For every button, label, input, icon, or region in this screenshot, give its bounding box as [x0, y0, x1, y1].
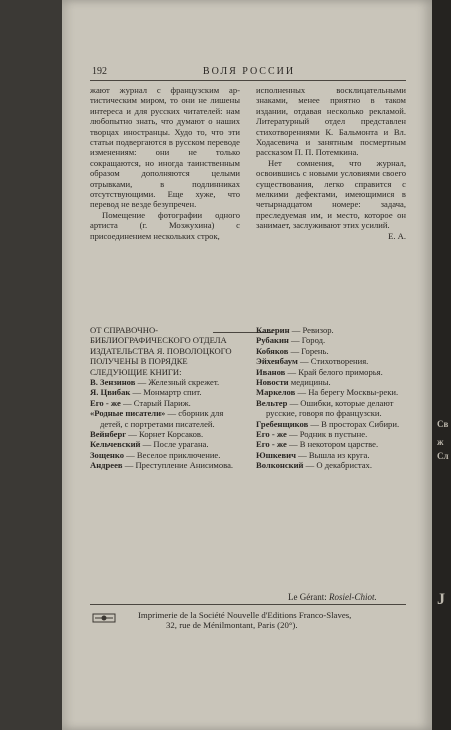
- book-title: — Вышла из круга.: [298, 449, 370, 460]
- book-title: — Железный скрежет.: [137, 377, 220, 387]
- edge-mark-3: Сл: [437, 451, 449, 461]
- book-title: — Город.: [291, 335, 326, 346]
- book-title: — Родник в пустыне.: [288, 429, 368, 440]
- book-entry: [256, 450, 406, 460]
- review-paragraph: Нет сомнения, что журнал, освоившись с новыми условиями своего существования, легко справится с мелкими дефектами, имеющимися в четырнадцатом номере: задача, преследуемая им, и место, которое он занимает, заслуживают этих усилий.: [256, 157, 406, 231]
- printer-emblem-icon: [92, 610, 116, 626]
- book-title: — Край белого приморья.: [287, 366, 383, 377]
- page-number: 192: [92, 66, 107, 77]
- book-entry: [90, 460, 240, 470]
- book-entry: [256, 335, 406, 345]
- book-title: — В некотором царстве.: [288, 439, 379, 450]
- book-author: Каверин: [256, 325, 290, 335]
- review-paragraph: жают журнал с французским ар-тистическим миром, то они не лишены интереса и для русских читателей: нам любопытно знать, что думают о наших творцах иностранцы. Худо то, что эти статьи подвергаются в русском переводе изменениям: они не только сокращаются, но иногда таинственным образом дополняются целыми отрывками, в подлинниках отсутствующими. Еще хуже, что перевод не везде безупречен.: [90, 85, 240, 210]
- book-author: Его - же: [90, 397, 121, 408]
- book-entry: [90, 439, 240, 449]
- journal-title: ВОЛЯ РОССИИ: [202, 66, 296, 77]
- footer-rule: [90, 604, 406, 605]
- books-list-left: [90, 377, 240, 471]
- book-title: — После урагана.: [142, 439, 209, 450]
- book-title: — Корнет Корсаков.: [128, 429, 204, 440]
- review-paragraph: исполненных восклицательными знаками, менее приятно в таком издании, отдавая несколько рекламой. Литературный отдел представлен стихотворениями К. Бальмонта и Вл. Ходасевича и занятным посмертным рассказом П. П. Потемкина.: [256, 85, 406, 158]
- review-left-column: [90, 85, 240, 241]
- book-entry: [256, 346, 406, 356]
- edge-mark-4: J: [437, 591, 445, 608]
- book-author: Рубакин: [256, 335, 289, 346]
- gerant-line: [288, 592, 377, 602]
- book-author: Его - же: [256, 439, 287, 450]
- book-title: — Монмартр спит.: [132, 387, 202, 398]
- book-author: Новости: [256, 377, 289, 388]
- book-author: Эйхенбаум: [256, 356, 298, 367]
- book-entry: [256, 419, 406, 429]
- book-entry: [256, 398, 406, 419]
- book-title: — Веселое приключение.: [126, 449, 221, 460]
- running-head: [92, 66, 406, 80]
- imprint-line: Imprimerie de la Société Nouvelle d'Editions Franco-Slaves,: [138, 610, 352, 620]
- book-author: Его - же: [256, 429, 287, 440]
- book-title: — В просторах Сибири.: [310, 418, 400, 429]
- book-entry: [256, 387, 406, 397]
- book-entry: [90, 398, 240, 408]
- book-entry: [256, 367, 406, 377]
- book-title: — Старый Париж.: [122, 397, 191, 408]
- review-right-column: [256, 85, 406, 241]
- book-author: Вейнберг: [90, 429, 127, 440]
- gerant-name: Rosiel-Chiot.: [328, 592, 377, 602]
- adjacent-page-edge: [432, 0, 451, 730]
- book-author: Иванов: [256, 366, 286, 377]
- review-signature: Е. А.: [388, 230, 406, 241]
- book-title: — О декабристах.: [305, 460, 373, 471]
- book-author: Кобяков: [256, 345, 289, 356]
- imprint: [138, 610, 410, 630]
- book-entry: [90, 387, 240, 397]
- book-author: В. Зензинов: [90, 377, 136, 387]
- book-author: Зощенко: [90, 449, 124, 460]
- book-title: — Горень.: [290, 345, 329, 356]
- book-entry: [90, 377, 240, 387]
- book-title: медицины.: [290, 377, 331, 388]
- book-author: Вельтер: [256, 397, 288, 408]
- review-paragraph: Помещение фотографии одного артиста (г. Мозжухина) с присоединением нескольких строк,: [90, 209, 240, 241]
- book-author: Юшкевич: [256, 449, 296, 460]
- edge-mark-1: Св: [437, 419, 449, 429]
- book-author: Гребенщиков: [256, 418, 309, 429]
- book-entry: [256, 325, 406, 335]
- book-title: — На берегу Москвы-реки.: [297, 387, 399, 398]
- book-entry: [90, 429, 240, 439]
- books-list-right: [256, 325, 406, 471]
- book-author: Я. Цвибак: [90, 387, 131, 398]
- book-entry: [256, 460, 406, 470]
- book-title: — сборник для детей, с портретами писателей.: [100, 408, 224, 429]
- book-author: «Родные писатели»: [90, 408, 166, 419]
- bibliography-heading: ОТ СПРАВОЧНО-БИБЛИОГРАФИЧЕСКОГО ОТДЕЛА ИЗДАТЕЛЬСТВА Я. ПОВОЛОЦКОГО ПОЛУЧЕНЫ В ПОРЯДКЕ СЛЕДУЮЩИЕ КНИГИ:: [90, 325, 232, 377]
- book-entry: [90, 450, 240, 460]
- book-author: Волконский: [256, 460, 304, 471]
- book-entry: [90, 408, 240, 429]
- book-entry: [256, 377, 406, 387]
- imprint-line: 32, rue de Ménilmontant, Paris (20°).: [166, 620, 298, 631]
- book-author: Кельчевский: [90, 439, 141, 450]
- header-rule: [90, 80, 406, 81]
- book-title: — Ошибки, которые делают русские, говоря по французски.: [266, 397, 394, 419]
- edge-mark-2: ж: [437, 437, 444, 447]
- book-author: Маркелов: [256, 387, 296, 398]
- book-title: — Ревизор.: [291, 325, 334, 335]
- book-title: — Стихотворения.: [299, 356, 369, 367]
- book-entry: [256, 439, 406, 449]
- book-author: Андреев: [90, 460, 123, 471]
- book-entry: [256, 429, 406, 439]
- book-entry: [256, 356, 406, 366]
- book-title: — Преступление Анисимова.: [124, 460, 234, 471]
- gerant-label: Le Gérant:: [288, 592, 327, 602]
